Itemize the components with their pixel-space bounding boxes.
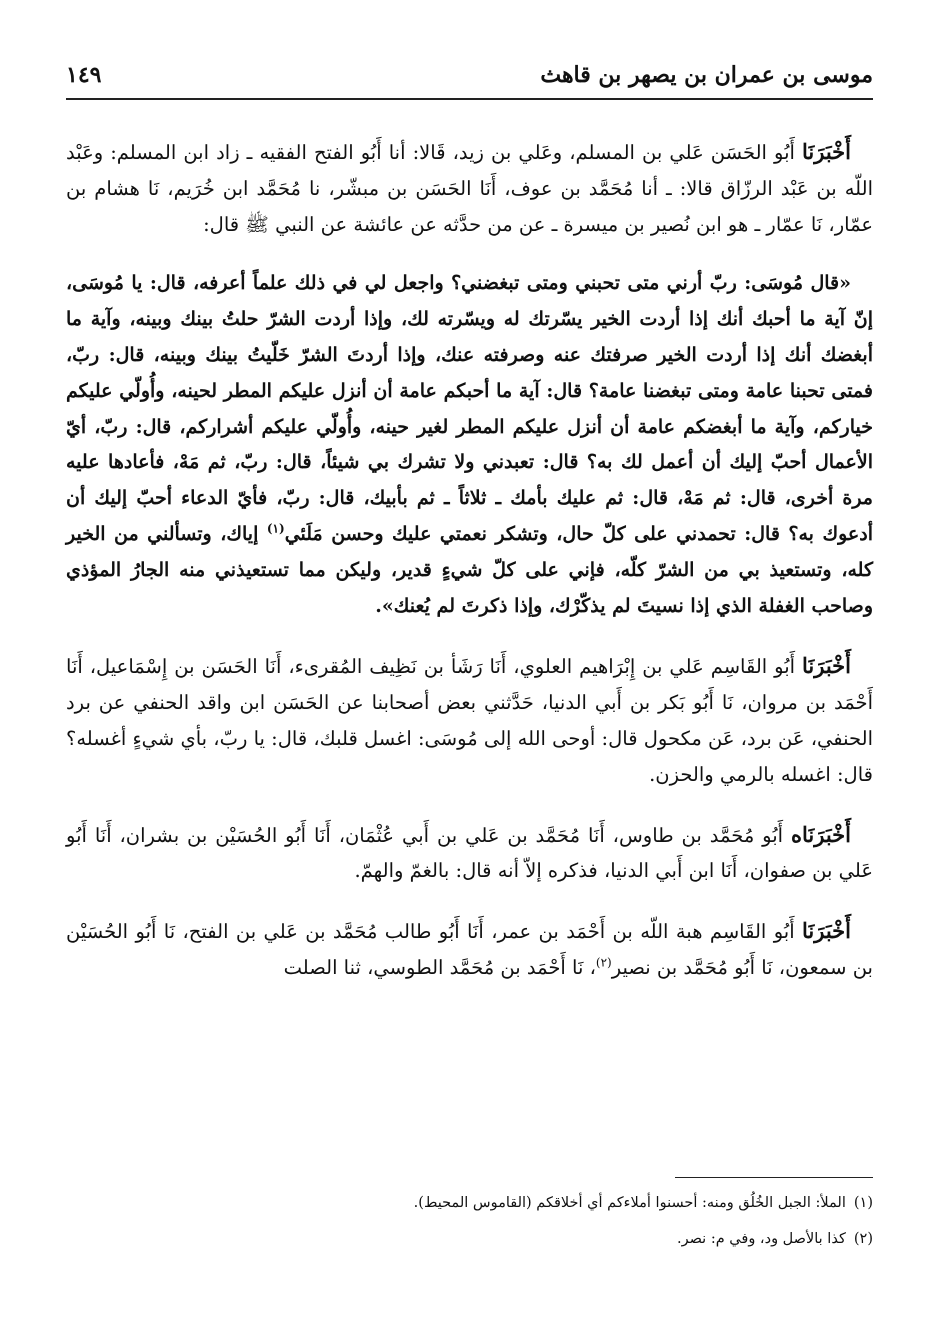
paragraph-text: أَبُو الحَسَن عَلي بن المسلم، وعَلي بن زيد، قَالا: أنا أَبُو الفتح الفقيه ـ زاد ابن المسلم: وعَبْد اللّه بن عَبْد الرزّاق قالا: ـ أنا مُحَمَّد بن عوف، أَنَا الحَسَن بن مبشّر، نا مُحَمَّد ابن خُرَيم، نَا هشام بن عمّار، نَا عمّار ـ هو ابن نُصير بن ميسرة ـ عن من حدَّثه عن عائشة عن النبي ﷺ قال: <box>66 141 873 236</box>
page-number: ١٤٩ <box>66 62 102 88</box>
footnote-text: الملأ: الجبل الخُلُق ومنه: أحسنوا أملاءكم أي أخلاقكم (القاموس المحيط). <box>413 1195 846 1211</box>
footnote-ref-2: (٢) <box>595 955 612 970</box>
main-text <box>66 134 873 1010</box>
narration-keyword: أَخْبَرَنَا <box>802 139 851 164</box>
footnote-number: (١) <box>853 1195 873 1211</box>
paragraph-4 <box>66 817 873 890</box>
paragraph-text: أَبُو القَاسِم هبة اللّه بن أَحْمَد بن عمر، أَنَا أَبُو طالب مُحَمَّد بن عَلي بن الفتح، نَا أَبُو الحُسَيْن بن سمعون، نَا أَبُو مُحَمَّد بن نصير <box>66 920 873 979</box>
paragraph-text: أَبُو القَاسِم عَلي بن إِبْرَاهيم العلوي، أَنَا رَشَأ بن نَظِيف المُقرىء، أَنَا الحَسَن بن إِسْمَاعيل، أَنَا أَحْمَد بن مروان، نَا أَبُو بَكر بن أَبي الدنيا، حَدَّثني بعض أصحابنا عن الحَسَن ابن واقد الحنفي عن برد الحنفي، عَن برد، عَن مكحول قال: أوحى الله إلى مُوسَى: اغسل قلبك، قال: يا ربّ، بأي شيءٍ أغسله؟ قال: اغسله بالرمي والحزن. <box>66 655 873 786</box>
footnotes <box>66 1190 873 1262</box>
paragraph-text-cont: إياك، وتسألني من الخير كله، وتستعيذ بي من الشرّ كلّه، فإني على كلّ شيءٍ قدير، وليكن مما تستعيذني منه الجارُ المؤذي وصاحب الغفلة الذي إذا نسيتَ لم يذكّرْك، وإذا ذكرتَ لم يُعنك». <box>66 522 873 617</box>
footnote-number: (٢) <box>853 1231 873 1247</box>
narration-keyword: أَخْبَرَنَا <box>802 653 851 679</box>
footnote-text: كذا بالأصل ود، وفي م: نصر. <box>677 1231 846 1247</box>
paragraph-2-quote <box>66 266 873 624</box>
paragraph-3 <box>66 648 873 792</box>
narration-keyword: أَخْبَرَنَا <box>802 918 851 944</box>
paragraph-text: أَبُو مُحَمَّد بن طاوس، أَنَا مُحَمَّد بن عَلي بن أَبي عُثْمَان، أَنَا أَبُو الحُسَيْن بن بشران، أَنَا أَبُو عَلي بن صفوان، أَنَا ابن أَبي الدنيا، فذكره إلاّ أنه قال: بالغمّ والهمّ. <box>66 823 873 883</box>
paragraph-text: «قال مُوسَى: ربّ أرني متى تحبني ومتى تبغضني؟ واجعل لي في ذلك علماً أعرفه، قال: يا مُوسَى، إنّ آية ما أحبك أنك إذا أردت الخير يسّرتك له ويسّرته لك، وإذا أردت الشرّ حلتُ بينك وبينه، وآية ما أبغضك أنك إذا أردت الخير صرفتك عنه وصرفته عنك، وإذا أردتَ الشرّ خَلّيتُ بينك وبينه، قال: ربّ، فمتى تحبنا عامة ومتى تبغضنا عامة؟ قال: آية ما أحبكم عامة أن أنزل عليكم المطر لحينه، وأُولّي عليكم خياركم، وآية ما أبغضكم عامة أن أنزل عليكم المطر لغير حينه، وأُولّي عليكم أشراركم، قال: ربّ، أيّ الأعمال أحبّ إليك أن أعمل لك به؟ قال: تعبدني ولا تشرك بي شيئاً، قال: ربّ، ثم مَهْ، فأعادها عليه مرة أخرى، قال: ثم مَهْ، قال: ثم عليك بأمك ـ ثلاثاً ـ ثم بأبيك، قال: ربّ، فأيّ الدعاء أحبّ إليك أن أدعوك به؟ قال: تحمدني على كلّ حال، وتشكر نعمتي عليك وحسن مَلَئي <box>66 272 873 545</box>
footnote-ref-1: (١) <box>266 521 285 536</box>
paragraph-5 <box>66 913 873 986</box>
footnote-divider <box>675 1177 873 1178</box>
footnote-2 <box>66 1226 873 1252</box>
paragraph-1 <box>66 134 873 242</box>
page-header <box>66 56 873 100</box>
narration-keyword: أَخْبَرَنَاه <box>791 821 851 847</box>
paragraph-text-cont: ، نَا أَحْمَد بن مُحَمَّد الطوسي، ثنا الصلت <box>283 955 596 979</box>
page-title: موسى بن عمران بن يصهر بن قاهث <box>540 62 873 88</box>
footnote-1 <box>66 1190 873 1216</box>
